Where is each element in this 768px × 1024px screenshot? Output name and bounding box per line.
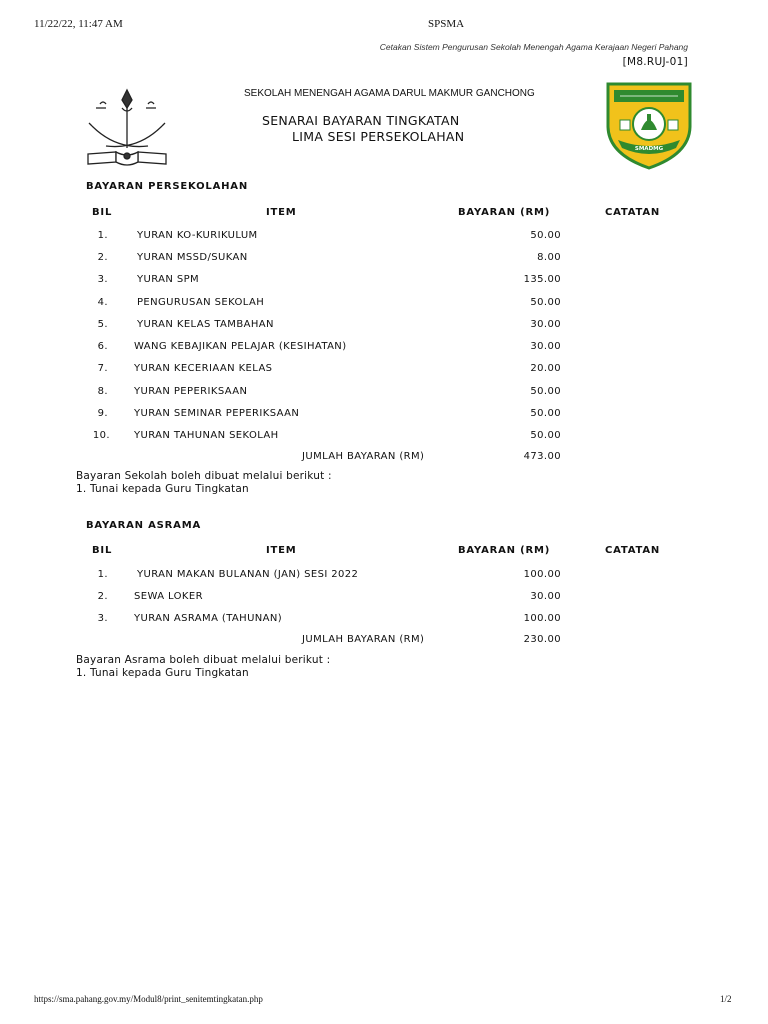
col-header-catatan: CATATAN bbox=[605, 545, 661, 556]
section-heading-asrama: BAYARAN ASRAMA bbox=[86, 520, 201, 531]
print-title: SPSMA bbox=[428, 18, 465, 30]
table-row-bil: 8. bbox=[97, 386, 108, 397]
table-row-amount: 50.00 bbox=[530, 430, 561, 441]
table-row-bil: 1. bbox=[97, 569, 108, 580]
table-row-bil: 7. bbox=[97, 363, 108, 374]
section-heading-persekolahan: BAYARAN PERSEKOLAHAN bbox=[86, 181, 249, 192]
page-url: https://sma.pahang.gov.my/Modul8/print_senitemtingkatan.php bbox=[34, 994, 263, 1004]
table-row-amount: 50.00 bbox=[530, 386, 561, 397]
col-header-bayaran: BAYARAN (RM) bbox=[458, 207, 551, 218]
total-amount: 473.00 bbox=[523, 451, 561, 462]
table-row-item: YURAN KELAS TAMBAHAN bbox=[137, 319, 274, 330]
table-row-amount: 100.00 bbox=[523, 569, 561, 580]
table-row-item: YURAN ASRAMA (TAHUNAN) bbox=[134, 613, 283, 624]
school-crest-logo bbox=[606, 80, 692, 170]
page-number: 1/2 bbox=[720, 994, 732, 1004]
table-row-item: YURAN SPM bbox=[137, 274, 200, 285]
table-row-item: WANG KEBAJIKAN PELAJAR (KESIHATAN) bbox=[134, 341, 347, 352]
school-name: SEKOLAH MENENGAH AGAMA DARUL MAKMUR GANCHONG bbox=[244, 88, 535, 99]
crest-text: SMADMG bbox=[634, 146, 664, 152]
col-header-bayaran: BAYARAN (RM) bbox=[458, 545, 551, 556]
table-row-amount: 135.00 bbox=[523, 274, 561, 285]
table-row-item: YURAN TAHUNAN SEKOLAH bbox=[134, 430, 279, 441]
table-row-bil: 5. bbox=[97, 319, 108, 330]
table-row-amount: 20.00 bbox=[530, 363, 561, 374]
table-row-item: YURAN KO-KURIKULUM bbox=[137, 230, 258, 241]
table-row-item: PENGURUSAN SEKOLAH bbox=[137, 297, 265, 308]
total-label: JUMLAH BAYARAN (RM) bbox=[302, 634, 425, 645]
document-title-line1: SENARAI BAYARAN TINGKATAN bbox=[262, 113, 460, 128]
table-row-bil: 4. bbox=[97, 297, 108, 308]
payment-note-line1: Bayaran Sekolah boleh dibuat melalui berikut : bbox=[76, 470, 332, 482]
table-row-bil: 2. bbox=[97, 591, 108, 602]
col-header-item: ITEM bbox=[266, 545, 297, 556]
table-row-bil: 2. bbox=[97, 252, 108, 263]
state-crest-logo bbox=[86, 88, 168, 170]
col-header-bil: BIL bbox=[92, 207, 113, 218]
payment-note-line1: Bayaran Asrama boleh dibuat melalui berikut : bbox=[76, 654, 331, 666]
table-row-item: YURAN PEPERIKSAAN bbox=[134, 386, 248, 397]
table-row-amount: 50.00 bbox=[530, 297, 561, 308]
payment-note-line2: 1. Tunai kepada Guru Tingkatan bbox=[76, 667, 249, 679]
table-row-item: YURAN SEMINAR PEPERIKSAAN bbox=[134, 408, 300, 419]
total-amount: 230.00 bbox=[523, 634, 561, 645]
document-title-line2: LIMA SESI PERSEKOLAHAN bbox=[292, 129, 465, 144]
table-row-amount: 30.00 bbox=[530, 591, 561, 602]
print-datetime: 11/22/22, 11:47 AM bbox=[34, 18, 123, 30]
table-row-item: YURAN MAKAN BULANAN (JAN) SESI 2022 bbox=[137, 569, 359, 580]
payment-note-line2: 1. Tunai kepada Guru Tingkatan bbox=[76, 483, 249, 495]
table-row-bil: 3. bbox=[97, 274, 108, 285]
col-header-bil: BIL bbox=[92, 545, 113, 556]
reference-code: [M8.RUJ-01] bbox=[622, 56, 688, 68]
table-row-amount: 8.00 bbox=[537, 252, 561, 263]
table-row-amount: 100.00 bbox=[523, 613, 561, 624]
table-row-amount: 50.00 bbox=[530, 230, 561, 241]
table-row-item: SEWA LOKER bbox=[134, 591, 203, 602]
system-line: Cetakan Sistem Pengurusan Sekolah Menengah Agama Kerajaan Negeri Pahang bbox=[379, 42, 688, 52]
table-row-bil: 1. bbox=[97, 230, 108, 241]
table-row-bil: 6. bbox=[97, 341, 108, 352]
table-row-amount: 30.00 bbox=[530, 341, 561, 352]
total-label: JUMLAH BAYARAN (RM) bbox=[302, 451, 425, 462]
col-header-catatan: CATATAN bbox=[605, 207, 661, 218]
table-row-amount: 50.00 bbox=[530, 408, 561, 419]
col-header-item: ITEM bbox=[266, 207, 297, 218]
table-row-amount: 30.00 bbox=[530, 319, 561, 330]
table-row-bil: 3. bbox=[97, 613, 108, 624]
table-row-item: YURAN MSSD/SUKAN bbox=[137, 252, 248, 263]
table-row-bil: 10. bbox=[92, 430, 110, 441]
table-row-bil: 9. bbox=[97, 408, 108, 419]
table-row-item: YURAN KECERIAAN KELAS bbox=[134, 363, 273, 374]
